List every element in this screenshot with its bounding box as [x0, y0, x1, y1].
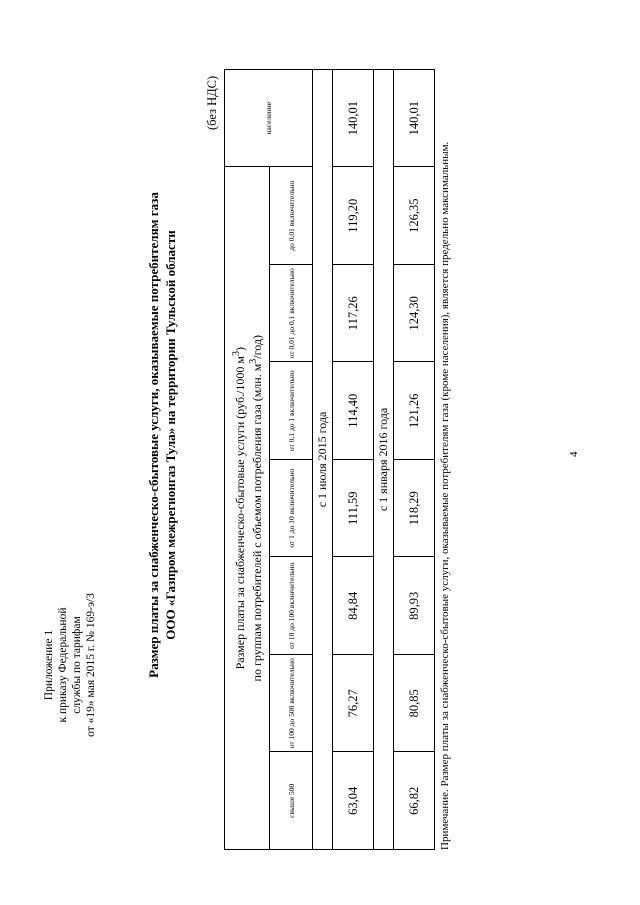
group-header: от 10 до 100 включительно	[270, 557, 313, 655]
table-row	[333, 69, 374, 849]
caption-text: )	[233, 347, 247, 352]
period-row: с 1 января 2016 года	[374, 69, 394, 849]
tariff-table	[224, 69, 435, 850]
table-cell: 121,26	[394, 362, 435, 460]
document-title	[145, 5, 179, 865]
title-line: Размер платы за снабженческо-сбытовые услуги, оказываемые потребителям газа	[146, 192, 161, 678]
group-header: свыше 500	[270, 752, 313, 850]
footnote: Примечание. Размер платы за снабженческо-сбытовые услуги, оказываемые потребителям газа (кроме населения), является предельно максимальным.	[439, 141, 451, 850]
appendix-line: от «19» мая 2015 г. № 169-э/3	[85, 593, 97, 737]
caption-text: по группам потребителей с объемом потребления газа (млн. м	[250, 363, 264, 682]
table-cell: 80,85	[394, 655, 435, 753]
table-cell: 124,30	[394, 265, 435, 363]
period-row: с 1 июля 2015 года	[313, 69, 333, 849]
table-cell: 84,84	[333, 557, 374, 655]
appendix-line: Приложение 1	[43, 629, 55, 701]
table-cell: 140,01	[333, 69, 374, 167]
table-cell: 63,04	[333, 752, 374, 850]
appendix-header	[42, 515, 98, 815]
group-header: от 0,1 до 1 включительно	[270, 362, 313, 460]
appendix-line: службы по тарифам	[71, 616, 83, 714]
table-cell: 114,40	[333, 362, 374, 460]
group-header-population: население	[225, 69, 313, 167]
caption-sup: 3	[231, 351, 242, 357]
table-cell: 89,93	[394, 557, 435, 655]
table-cell: 66,82	[394, 752, 435, 850]
appendix-line: к приказу Федеральной	[57, 607, 69, 723]
table-cell: 140,01	[394, 69, 435, 167]
caption-text: /год)	[250, 334, 264, 359]
group-header: от 100 до 500 включительно	[270, 655, 313, 753]
table-cell: 117,26	[333, 265, 374, 363]
table-cell: 118,29	[394, 460, 435, 558]
table-cell: 126,35	[394, 167, 435, 265]
group-header: от 0,01 до 0,1 включительно	[270, 265, 313, 363]
group-header: до 0,01 включительно	[270, 167, 313, 265]
table-caption	[225, 167, 270, 850]
group-header: от 1 до 10 включительно	[270, 460, 313, 558]
vat-note: (без НДС)	[205, 75, 219, 130]
page-number: 4	[568, 451, 580, 457]
title-line: ООО «Газпром межрегионгаз Тула» на территории Тульской области	[163, 230, 178, 640]
table-cell: 119,20	[333, 167, 374, 265]
caption-sup: 3	[248, 358, 259, 364]
table-cell: 76,27	[333, 655, 374, 753]
table-row	[394, 69, 435, 849]
table-cell: 111,59	[333, 460, 374, 558]
caption-text: Размер платы за снабженческо-сбытовые услуги (руб./1000 м	[233, 356, 247, 670]
